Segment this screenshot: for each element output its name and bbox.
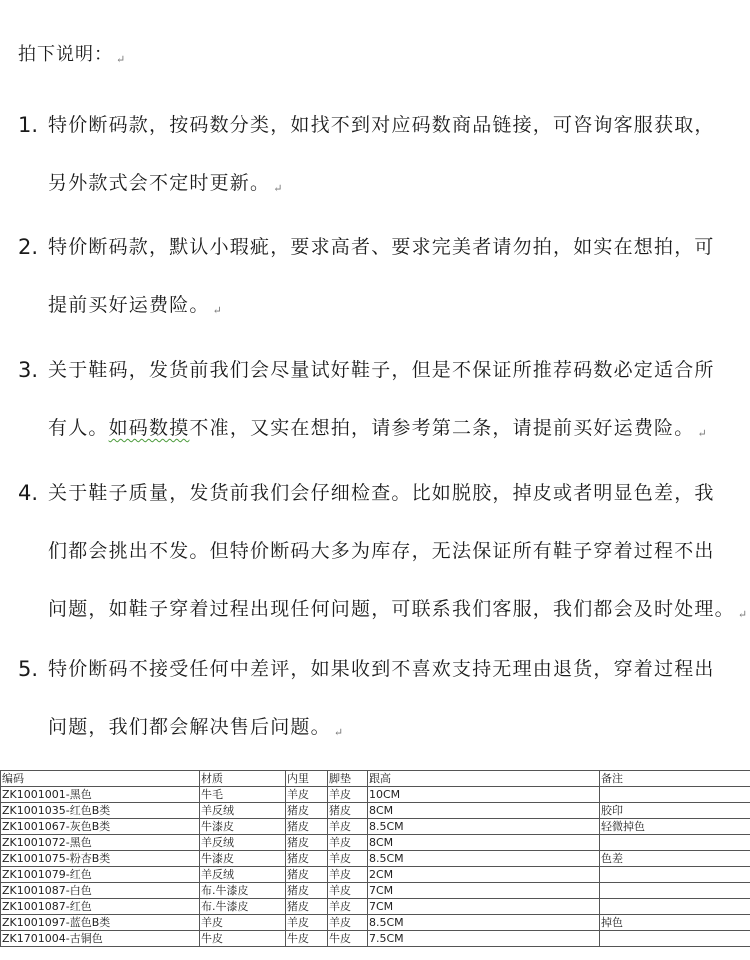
table-cell [600, 867, 750, 883]
table-row [1, 867, 750, 883]
notice-text: 特价断码款，默认小瑕疵，要求高者、要求完美者请勿拍，如实在想拍，可 [48, 236, 715, 258]
notice-line [18, 341, 718, 399]
header-cell: 编码 [1, 771, 200, 787]
notice-number: 1. [18, 113, 39, 137]
table-cell: 羊皮 [328, 915, 368, 931]
table-cell: 牛漆皮 [200, 819, 286, 835]
table-cell: 猪皮 [286, 835, 328, 851]
notice-text: 特价断码款，按码数分类，如找不到对应码数商品链接，可咨询客服获取， [48, 114, 715, 136]
header-cell: 脚垫 [328, 771, 368, 787]
table-cell: ZK1001079-红色 [1, 867, 200, 883]
notice-text: 问题，如鞋子穿着过程出现任何问题，可联系我们客服，我们都会及时处理。 [48, 598, 735, 620]
table-cell: ZK1001097-蓝色B类 [1, 915, 200, 931]
table-cell [600, 883, 750, 899]
notice-text: 另外款式会不定时更新。 [48, 172, 271, 194]
table-row [1, 819, 750, 835]
header-cell: 内里 [286, 771, 328, 787]
table-cell: 2CM [368, 867, 600, 883]
notice-line [18, 276, 718, 334]
table-cell [600, 899, 750, 915]
notice-line [18, 218, 718, 276]
notice-item-3 [18, 341, 718, 457]
table-cell: 牛皮 [328, 931, 368, 947]
table-cell: 羊反绒 [200, 835, 286, 851]
notice-number: 3. [18, 358, 39, 382]
paragraph-mark-icon: ↵ [333, 726, 345, 739]
table-cell: 猪皮 [286, 851, 328, 867]
table-cell [600, 931, 750, 947]
table-cell: 牛皮 [286, 931, 328, 947]
table-cell: 胶印 [600, 803, 750, 819]
notice-line [18, 464, 718, 522]
header-cell: 备注 [600, 771, 750, 787]
table-cell: 7CM [368, 883, 600, 899]
table-cell: ZK1701004-古铜色 [1, 931, 200, 947]
table-cell: ZK1001087-白色 [1, 883, 200, 899]
table-cell: 猪皮 [286, 883, 328, 899]
table-cell [600, 835, 750, 851]
table-cell: ZK1001087-红色 [1, 899, 200, 915]
table-cell: 牛皮 [200, 931, 286, 947]
table-cell: 羊皮 [328, 787, 368, 803]
table-cell: 7.5CM [368, 931, 600, 947]
table-cell: 布.牛漆皮 [200, 883, 286, 899]
table-cell: 猪皮 [286, 899, 328, 915]
table-cell: 羊皮 [286, 787, 328, 803]
table-cell: 牛漆皮 [200, 851, 286, 867]
notice-number: 4. [18, 481, 39, 505]
notice-line [18, 96, 718, 154]
table-cell: 8CM [368, 835, 600, 851]
table-cell: 猪皮 [286, 867, 328, 883]
notice-line [18, 580, 749, 638]
table-row [1, 883, 750, 899]
table-cell: ZK1001035-红色B类 [1, 803, 200, 819]
table-cell: 羊反绒 [200, 867, 286, 883]
notice-number: 2. [18, 235, 39, 259]
table-cell: 8.5CM [368, 851, 600, 867]
notice-line [18, 640, 718, 698]
paragraph-mark-icon: ↵ [212, 304, 224, 317]
table-cell: 羊皮 [328, 835, 368, 851]
table-cell: 羊皮 [286, 915, 328, 931]
table-cell: 羊皮 [328, 867, 368, 883]
table-cell: 猪皮 [328, 803, 368, 819]
table-cell [600, 787, 750, 803]
header-cell: 材质 [200, 771, 286, 787]
table-cell: 羊皮 [328, 851, 368, 867]
table-cell: 色差 [600, 851, 750, 867]
table-row [1, 803, 750, 819]
table-cell: 猪皮 [286, 803, 328, 819]
table-cell: 布.牛漆皮 [200, 899, 286, 915]
table-cell: 10CM [368, 787, 600, 803]
header-cell: 跟高 [368, 771, 600, 787]
table-row [1, 915, 750, 931]
notice-line [18, 154, 718, 212]
table-row [1, 835, 750, 851]
spellcheck-underline: 如码数摸 [108, 417, 190, 439]
table-cell: ZK1001072-黑色 [1, 835, 200, 851]
notice-item-1 [18, 96, 718, 212]
table-cell: 8.5CM [368, 915, 600, 931]
table-cell: 羊皮 [328, 883, 368, 899]
paragraph-mark-icon: ↵ [116, 53, 127, 66]
notice-text: 提前买好运费险。 [48, 294, 210, 316]
notice-line [18, 399, 718, 457]
table-cell: 轻微掉色 [600, 819, 750, 835]
notice-item-2 [18, 218, 718, 334]
table-cell: 8.5CM [368, 819, 600, 835]
notice-text: 关于鞋子质量，发货前我们会仔细检查。比如脱胶，掉皮或者明显色差，我 [48, 482, 715, 504]
notice-text: 特价断码不接受任何中差评，如果收到不喜欢支持无理由退货，穿着过程出 [48, 658, 715, 680]
table-row [1, 899, 750, 915]
sku-table-body [1, 771, 750, 947]
notice-text: 有人。如码数摸不准，又实在想拍，请参考第二条，请提前买好运费险。 [48, 417, 695, 439]
table-cell: ZK1001075-粉杏B类 [1, 851, 200, 867]
notice-item-4 [18, 464, 749, 638]
paragraph-mark-icon: ↵ [697, 427, 708, 440]
sku-table [0, 770, 750, 947]
notice-line [18, 522, 718, 580]
table-row [1, 931, 750, 947]
table-cell: 7CM [368, 899, 600, 915]
table-cell: 羊皮 [328, 899, 368, 915]
table-cell: ZK1001067-灰色B类 [1, 819, 200, 835]
notice-text: 们都会挑出不发。但特价断码大多为库存，无法保证所有鞋子穿着过程不出 [48, 540, 715, 562]
table-header-row [1, 771, 750, 787]
page-heading [18, 40, 126, 66]
heading-text: 拍下说明： [18, 44, 113, 65]
table-row [1, 851, 750, 867]
paragraph-mark-icon: ↵ [273, 182, 284, 195]
table-cell: 羊皮 [328, 819, 368, 835]
notice-number: 5. [18, 657, 39, 681]
table-cell: 羊反绒 [200, 803, 286, 819]
notice-text: 问题，我们都会解决售后问题。 [48, 716, 331, 738]
table-cell: 掉色 [600, 915, 750, 931]
table-cell: 牛毛 [200, 787, 286, 803]
table-cell: 猪皮 [286, 819, 328, 835]
notice-text: 关于鞋码，发货前我们会尽量试好鞋子，但是不保证所推荐码数必定适合所 [48, 359, 715, 381]
table-cell: ZK1001001-黑色 [1, 787, 200, 803]
paragraph-mark-icon: ↵ [737, 608, 749, 621]
table-row [1, 787, 750, 803]
table-cell: 8CM [368, 803, 600, 819]
notice-line [18, 698, 718, 756]
notice-item-5 [18, 640, 718, 756]
table-cell: 羊皮 [200, 915, 286, 931]
